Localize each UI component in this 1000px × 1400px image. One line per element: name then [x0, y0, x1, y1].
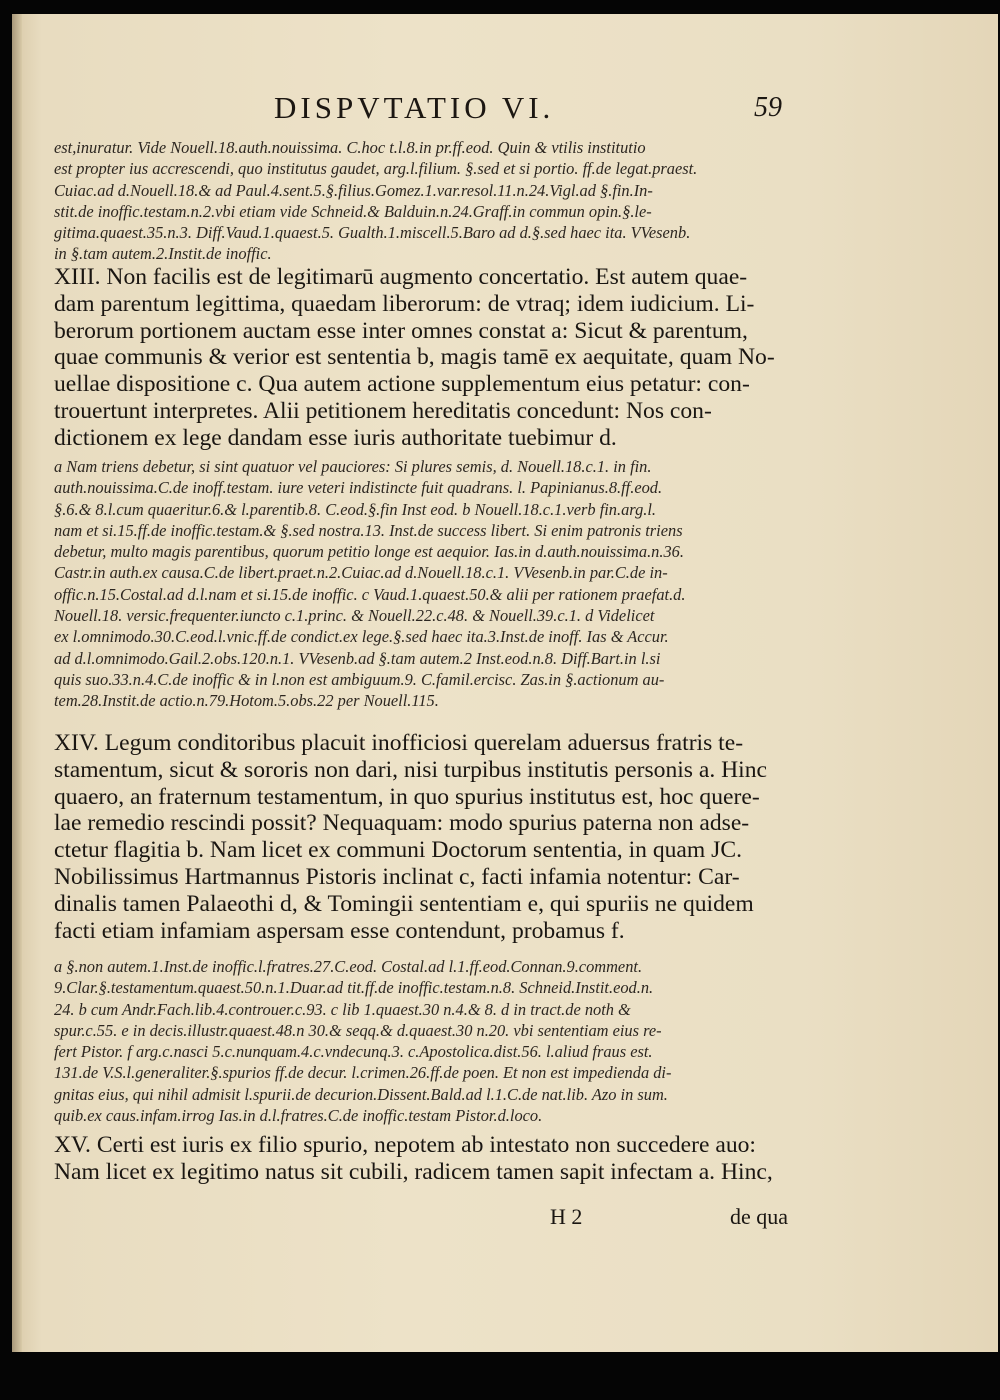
note-line: a Nam triens debetur, si sint quatuor vel pauciores: Si plures semis, d. Nouell.18.c.1. in fin.	[54, 457, 652, 476]
note-line: ex l.omnimodo.30.C.eod.l.vnic.ff.de condict.ex lege.§.sed haec ita.3.Inst.de inoff. Ias & Accur.	[54, 627, 669, 647]
note-line: ad d.l.omnimodo.Gail.2.obs.120.n.1. VVesenb.ad §.tam autem.2 Inst.eod.n.8. Diff.Bart.in l.si	[54, 648, 661, 668]
text-line: XIV. Legum conditoribus placuit inofficiosi querelam aduersus fratris te-	[54, 730, 744, 756]
text-line: Nobilissimus Hartmannus Pistoris inclinat c, facti infamia notentur: Car-	[54, 863, 740, 890]
note-line: quib.ex caus.infam.irrog Ias.in d.l.fratres.C.de inoffic.testam Pistor.d.loco.	[54, 1106, 543, 1126]
note-line: in §.tam autem.2.Instit.de inoffic.	[54, 244, 272, 264]
note-line: spur.c.55. e in decis.illustr.quaest.48.n 30.& seqq.& d.quaest.30 n.20. vbi sententiam eius re-	[54, 1020, 662, 1040]
note-line: §.6.& 8.l.cum quaeritur.6.& l.parentib.8. C.eod.§.fin Inst eod. b Nouell.18.c.1.verb fin.arg.l.	[54, 499, 657, 519]
text-line: XIII. Non facilis est de legitimarū augmento concertatio. Est autem quae-	[54, 264, 748, 290]
footnotes-xiv	[54, 956, 806, 1126]
page-number: 59	[754, 92, 782, 123]
note-line: Nouell.18. versic.frequenter.iuncto c.1.princ. & Nouell.22.c.48. & Nouell.39.c.1. d Videlicet	[54, 606, 655, 626]
text-line: dinalis tamen Palaeothi d, & Tomingii sententiam e, qui spuriis ne quidem	[54, 890, 754, 917]
note-line: Castr.in auth.ex causa.C.de libert.praet.n.2.Cuiac.ad d.Nouell.18.c.1. VVesenb.in par.C.de in-	[54, 563, 668, 583]
text-line: quae communis & verior est sententia b, magis tamē ex aequitate, quam No-	[54, 344, 775, 371]
text-line: XV. Certi est iuris ex filio spurio, nepotem ab intestato non succedere auo:	[54, 1132, 756, 1158]
note-line: offic.n.15.Costal.ad d.l.nam et si.15.de inoffic. c Vaud.1.quaest.50.& alii per rationem praefat.d.	[54, 584, 686, 604]
text-line: lae remedio rescindi possit? Nequaquam: modo spurius paterna non adse-	[54, 810, 750, 837]
note-line: nam et si.15.ff.de inoffic.testam.& §.sed nostra.13. Inst.de success libert. Si enim patronis triens	[54, 520, 683, 540]
note-line: 9.Clar.§.testamentum.quaest.50.n.1.Duar.ad tit.ff.de inoffic.testam.n.8. Schneid.Instit.eod.n.	[54, 978, 654, 998]
note-line: stit.de inoffic.testam.n.2.vbi etiam vide Schneid.& Balduin.n.24.Graff.in commun opin.§.le-	[54, 201, 652, 221]
signature-mark: H 2	[550, 1204, 583, 1229]
note-line: tem.28.Instit.de actio.n.79.Hotom.5.obs.22 per Nouell.115.	[54, 691, 439, 711]
note-line: auth.nouissima.C.de inoff.testam. iure veteri indistincte fuit quadrans. l. Papinianus.8.ff.eod.	[54, 478, 663, 498]
running-header	[12, 90, 998, 130]
note-line: quis suo.33.n.4.C.de inoffic & in l.non est ambiguum.9. C.famil.ercisc. Zas.in §.actionum au-	[54, 669, 665, 689]
book-page	[12, 14, 998, 1352]
section-xv	[54, 1132, 806, 1186]
section-xiv	[54, 730, 806, 944]
page-gutter-shadow	[12, 14, 22, 1352]
running-title: DISPVTATIO VI.	[274, 90, 555, 125]
note-line: Cuiac.ad d.Nouell.18.& ad Paul.4.sent.5.§.filius.Gomez.1.var.resol.11.n.24.Vigl.ad §.fin.In-	[54, 180, 653, 200]
note-line: 24. b cum Andr.Fach.lib.4.controuer.c.93. c lib 1.quaest.30 n.4.& 8. d in tract.de noth &	[54, 999, 631, 1019]
note-line: a §.non autem.1.Inst.de inoffic.l.fratres.27.C.eod. Costal.ad l.1.ff.eod.Connan.9.comment.	[54, 957, 643, 976]
text-line: dam parentum legittima, quaedam liberorum: de vtraq; idem iudicium. Li-	[54, 290, 755, 317]
text-line: uellae dispositione c. Qua autem actione supplementum eius petatur: con-	[54, 371, 750, 398]
note-line: 131.de V.S.l.generaliter.§.spurios ff.de decur. l.crimen.26.ff.de poen. Et non est impedienda di-	[54, 1063, 672, 1083]
catchword: de qua	[730, 1204, 789, 1229]
footnotes-xiii	[54, 456, 806, 712]
note-line: fert Pistor. f arg.c.nasci 5.c.nunquam.4.c.vndecunq.3. c.Apostolica.dist.56. l.aliud fraus est.	[54, 1042, 653, 1062]
text-line: berorum portionem auctam esse inter omnes constat a: Sicut & parentum,	[54, 317, 748, 344]
note-line: est propter ius accrescendi, quo institutus gaudet, arg.l.filium. §.sed et si portio. ff.de legat.praest.	[54, 159, 698, 179]
text-line: Nam licet ex legitimo natus sit cubili, radicem tamen sapit infectam a. Hinc,	[54, 1158, 773, 1185]
text-line: stamentum, sicut & sororis non dari, nisi turpibus institutis personis a. Hinc	[54, 756, 768, 783]
note-line: gitima.quaest.35.n.3. Diff.Vaud.1.quaest.5. Gualth.1.miscell.5.Baro ad d.§.sed haec ita. VVesenb.	[54, 223, 691, 243]
section-xiii	[54, 264, 806, 452]
catchline	[12, 1204, 998, 1234]
note-line: gnitas eius, qui nihil admisit l.spurii.de decurion.Dissent.Bald.ad l.1.C.de nat.lib. Azo in sum.	[54, 1084, 668, 1104]
text-line: ctetur flagitia b. Nam licet ex communi Doctorum sententia, in quam JC.	[54, 837, 742, 864]
text-line: facti etiam infamiam aspersam esse contendunt, probamus f.	[54, 917, 625, 944]
text-line: trouertunt interpretes. Alii petitionem hereditatis concedunt: Nos con-	[54, 397, 712, 424]
note-line: debetur, multo magis parentibus, quorum petitio longe est aequior. Ias.in d.auth.nouissima.n.36.	[54, 542, 684, 562]
text-line: quaero, an fraternum testamentum, in quo spurius institutus est, hoc quere-	[54, 783, 760, 810]
footnotes-top	[54, 137, 806, 265]
note-line: est,inuratur. Vide Nouell.18.auth.nouissima. C.hoc t.l.8.in pr.ff.eod. Quin & vtilis institutio	[54, 138, 646, 157]
text-line: dictionem ex lege dandam esse iuris authoritate tuebimur d.	[54, 424, 617, 451]
